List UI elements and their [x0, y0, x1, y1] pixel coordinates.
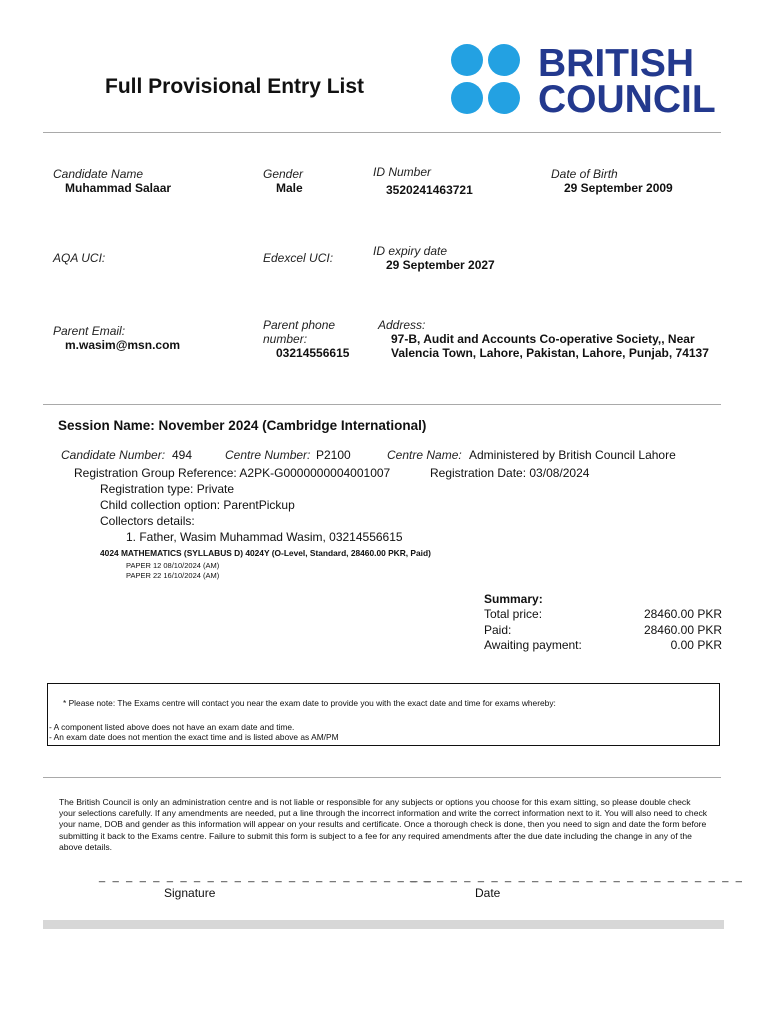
- paper-entry: PAPER 22 16/10/2024 (AM): [126, 571, 220, 580]
- address-line-2: Valencia Town, Lahore, Pakistan, Lahore, Punjab, 74137: [391, 346, 709, 360]
- dob-value: 29 September 2009: [564, 181, 673, 195]
- gender-value: Male: [276, 181, 303, 195]
- summary-heading: Summary:: [484, 592, 543, 606]
- collector-item: 1. Father, Wasim Muhammad Wasim, 03214556615: [126, 530, 403, 544]
- disclaimer-text: The British Council is only an administration centre and is not liable or responsible for any subjects or options you choose for this exam sitting, so please double check your selections carefully. If any amendments are needed, put a line through the incorrect information and write the correct information next to it. You will also need to check your name, DOB and gender as this information will appear on your results and certificate. Once a thorough check is done, then you need to sign and date the form before submitting it back to the Exams centre. Failure to submit this form is subject to a fee for any required amendments after the due date including the change in any of the above details.: [59, 797, 708, 852]
- exam-date-note-box: [47, 683, 720, 746]
- address-label: Address:: [378, 318, 426, 332]
- child-collection-option: Child collection option: ParentPickup: [100, 498, 295, 512]
- candidate-number-value: 494: [172, 448, 193, 462]
- id-number-value: 3520241463721: [386, 183, 473, 197]
- signature-label: Signature: [164, 886, 216, 900]
- candidate-name-value: Muhammad Salaar: [65, 181, 172, 195]
- gender-label: Gender: [263, 167, 304, 181]
- centre-number-value: P2100: [316, 448, 351, 462]
- registration-type: Registration type: Private: [100, 482, 235, 496]
- signature-line: _ _ _ _ _ _ _ _ _ _ _ _ _ _ _ _ _ _ _ _ _ _ _ _ _: [99, 871, 434, 883]
- date-line: _ _ _ _ _ _ _ _ _ _ _ _ _ _ _ _ _ _ _ _ _ _ _ _ _: [410, 871, 745, 883]
- aqa-uci-label: AQA UCI:: [53, 251, 106, 265]
- subject-entry: 4024 MATHEMATICS (SYLLABUS D) 4024Y (O-Level, Standard, 28460.00 PKR, Paid): [100, 548, 431, 558]
- logo-dot-icon: [488, 82, 520, 114]
- centre-name-label: Centre Name:: [387, 448, 462, 462]
- logo-text-council: COUNCIL: [538, 78, 716, 121]
- paid-value: 28460.00 PKR: [643, 623, 722, 637]
- date-label: Date: [475, 886, 501, 900]
- id-number-label: ID Number: [373, 165, 432, 179]
- id-expiry-value: 29 September 2027: [386, 258, 495, 272]
- candidate-number-label: Candidate Number:: [61, 448, 166, 462]
- registration-group-reference: Registration Group Reference: A2PK-G0000000004001007: [74, 466, 391, 480]
- address-line-1: 97-B, Audit and Accounts Co-operative Society,, Near: [391, 332, 695, 346]
- parent-phone-label: Parent phone: [263, 318, 336, 332]
- logo-dot-icon: [451, 82, 483, 114]
- total-price-value: 28460.00 PKR: [643, 607, 722, 621]
- registration-date: Registration Date: 03/08/2024: [430, 466, 590, 480]
- paid-label: Paid:: [484, 623, 512, 637]
- collectors-details-label: Collectors details:: [100, 514, 195, 528]
- note-item: - An exam date does not mention the exact time and is listed above as AM/PM: [49, 732, 339, 742]
- page-title: Full Provisional Entry List: [105, 75, 365, 98]
- candidate-name-label: Candidate Name: [53, 167, 144, 181]
- logo-text-british: BRITISH: [538, 42, 694, 85]
- divider: [43, 777, 721, 778]
- parent-email-value: m.wasim@msn.com: [65, 338, 181, 352]
- footer-bar: [43, 920, 724, 929]
- parent-email-label: Parent Email:: [53, 324, 126, 338]
- id-expiry-label: ID expiry date: [373, 244, 448, 258]
- logo-dot-icon: [488, 44, 520, 76]
- divider: [43, 132, 721, 133]
- divider: [43, 404, 721, 405]
- total-price-label: Total price:: [484, 607, 543, 621]
- centre-number-label: Centre Number:: [225, 448, 311, 462]
- awaiting-payment-label: Awaiting payment:: [484, 638, 582, 652]
- centre-name-value: Administered by British Council Lahore: [469, 448, 676, 462]
- parent-phone-label-2: number:: [263, 332, 308, 346]
- note-intro: * Please note: The Exams centre will contact you near the exam date to provide you with the exact date and time for exams whereby:: [63, 698, 556, 708]
- session-name: Session Name: November 2024 (Cambridge International): [58, 418, 427, 433]
- awaiting-payment-value: 0.00 PKR: [670, 638, 722, 652]
- paper-entry: PAPER 12 08/10/2024 (AM): [126, 561, 220, 570]
- edexcel-uci-label: Edexcel UCI:: [263, 251, 334, 265]
- dob-label: Date of Birth: [551, 167, 618, 181]
- parent-phone-value: 03214556615: [276, 346, 350, 360]
- logo-dot-icon: [451, 44, 483, 76]
- note-item: - A component listed above does not have an exam date and time.: [49, 722, 295, 732]
